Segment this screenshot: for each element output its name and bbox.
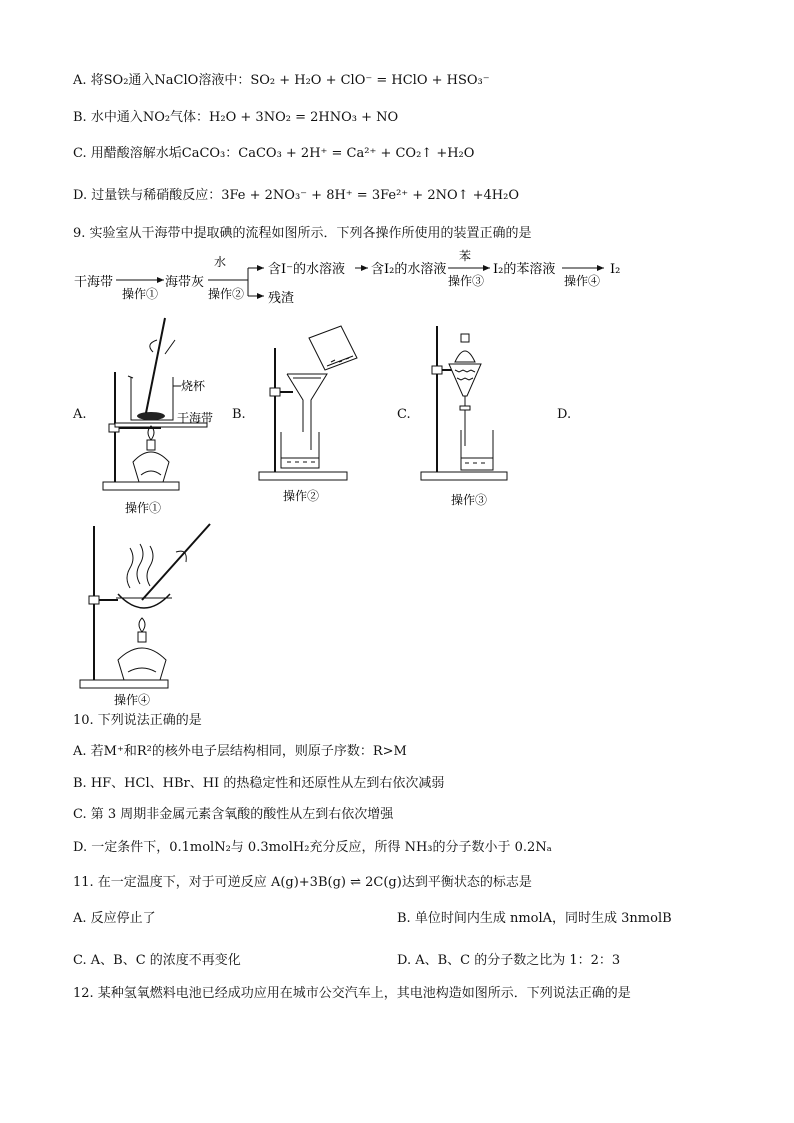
flow-op4: 操作④ (564, 274, 601, 288)
q9-option-b: B. (232, 407, 246, 422)
flow-iodine: I₂ (610, 262, 621, 277)
flow-residue: 残渣 (268, 291, 295, 306)
q9-option-c: C. (397, 407, 411, 422)
flow-op2: 操作② (208, 287, 245, 301)
q10-option-d: D. 一定条件下，0.1molN₂与 0.3molH₂充分反应，所得 NH₃的分子数小于 0.2Nₐ (73, 840, 552, 855)
flow-iodide-solution: 含I⁻的水溶液 (268, 262, 345, 277)
q9-flow-diagram (70, 248, 670, 310)
q11-option-c: C. A、B、C 的浓度不再变化 (73, 953, 241, 968)
flow-op1: 操作① (122, 287, 159, 301)
q11-stem: 11. 在一定温度下，对于可逆反应 A(g)+3B(g) ⇌ 2C(g)达到平衡状态的标志是 (73, 875, 532, 890)
flow-kelp-ash: 海带灰 (165, 275, 205, 290)
flow-benzene: 苯 (459, 249, 472, 263)
q11-option-d: D. A、B、C 的分子数之比为 1：2：3 (397, 953, 621, 968)
caption-op2: 操作② (283, 489, 320, 503)
flow-kelp: 干海带 (74, 275, 114, 290)
apparatus-a-heating (95, 312, 225, 522)
q9-option-d: D. (557, 407, 572, 422)
q10-option-a: A. 若M⁺和R²的核外电子层结构相同，则原子序数：R>M (73, 744, 407, 759)
caption-op3: 操作③ (451, 493, 488, 507)
apparatus-b-filtration (253, 322, 373, 510)
q9-option-a: A. (73, 407, 87, 422)
q10-option-b: B. HF、HCl、HBr、HI 的热稳定性和还原性从左到右依次减弱 (73, 776, 445, 791)
q10-stem: 10. 下列说法正确的是 (73, 713, 202, 728)
q9-stem: 9. 实验室从干海带中提取碘的流程如图所示．下列各操作所使用的装置正确的是 (73, 226, 532, 241)
label-beaker: 烧杯 (181, 379, 206, 393)
apparatus-c-separation (415, 322, 525, 512)
q11-option-b: B. 单位时间内生成 nmolA，同时生成 3nmolB (397, 911, 672, 926)
q11-option-a: A. 反应停止了 (73, 911, 156, 926)
q10-option-c: C. 第 3 周期非金属元素含氧酸的酸性从左到右依次增强 (73, 807, 394, 822)
apparatus-d-evaporation (72, 518, 222, 708)
caption-op4: 操作④ (114, 693, 151, 707)
flow-iodine-aqueous: 含I₂的水溶液 (371, 262, 447, 277)
flow-water: 水 (214, 255, 227, 269)
label-dry-kelp: 干海带 (177, 411, 214, 425)
q12-stem: 12. 某种氢氧燃料电池已经成功应用在城市公交汽车上，其电池构造如图所示．下列说法正确的是 (73, 986, 631, 1001)
q8-option-c: C. 用醋酸溶解水垢CaCO₃：CaCO₃ + 2H⁺ = Ca²⁺ + CO₂↑ +H₂O (73, 146, 475, 161)
q8-option-d: D. 过量铁与稀硝酸反应：3Fe + 2NO₃⁻ + 8H⁺ = 3Fe²⁺ + 2NO↑ +4H₂O (73, 188, 520, 203)
flow-op3: 操作③ (448, 274, 485, 288)
flow-iodine-benzene: I₂的苯溶液 (493, 262, 556, 277)
caption-op1: 操作① (125, 501, 162, 515)
q8-option-a: A. 将SO₂通入NaClO溶液中：SO₂ + H₂O + ClO⁻ = HClO + HSO₃⁻ (73, 73, 490, 88)
q8-option-b: B. 水中通入NO₂气体：H₂O + 3NO₂ = 2HNO₃ + NO (73, 110, 399, 125)
